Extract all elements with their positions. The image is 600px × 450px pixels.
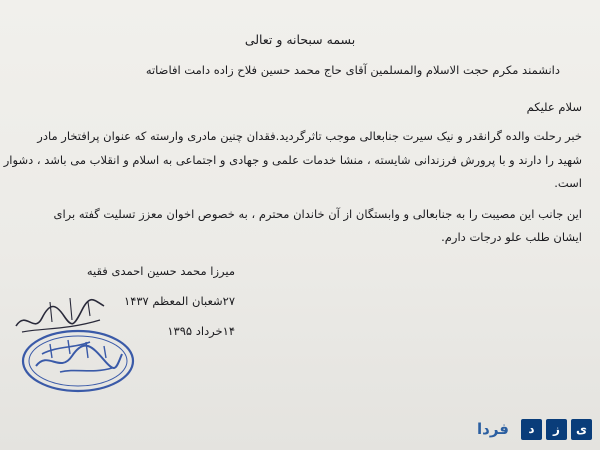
watermark-letter: د [521, 419, 542, 440]
date-hijri: ۲۷شعبان المعظم ۱۴۳۷ [124, 294, 235, 308]
signer-name: میرزا محمد حسین احمدی فقیه [86, 264, 235, 278]
date-solar: ۱۴خرداد ۱۳۹۵ [167, 324, 235, 338]
letter-title: بسمه سبحانه و تعالی [244, 32, 356, 47]
watermark-logo [422, 414, 592, 444]
paragraph-2-line-2: ایشان طلب علو درجات دارم. [441, 230, 582, 244]
watermark-word: فردا [477, 420, 509, 438]
paragraph-1-line-2: شهید را دارند و با پرورش فرزندانی شایسته ، منشا خدمات علمی و جهادی و اجتماعی به اسلام و انقلاب می باشد ، دشوار [3, 153, 582, 167]
addressee-line: دانشمند مکرم حجت الاسلام والمسلمین آقای حاج محمد حسین فلاح زاده دامت افاضاته [145, 63, 560, 77]
watermark-letter: ز [546, 419, 567, 440]
paragraph-2-line-1: این جانب این مصیبت را به جنابعالی و وابستگان از آن خاندان محترم ، به خصوص اخوان معزز تسلیت گفته برای [53, 207, 582, 221]
official-seal [20, 328, 136, 394]
greeting-line: سلام علیکم [526, 100, 582, 114]
paragraph-1-line-3: است. [554, 176, 582, 190]
watermark-letter: ی [571, 419, 592, 440]
paragraph-1-line-1: خبر رحلت والده گرانقدر و نیک سیرت جنابعالی موجب تاثرگردید.فقدان چنین مادری وارسته که عنوان پرافتخار مادر [37, 129, 582, 143]
